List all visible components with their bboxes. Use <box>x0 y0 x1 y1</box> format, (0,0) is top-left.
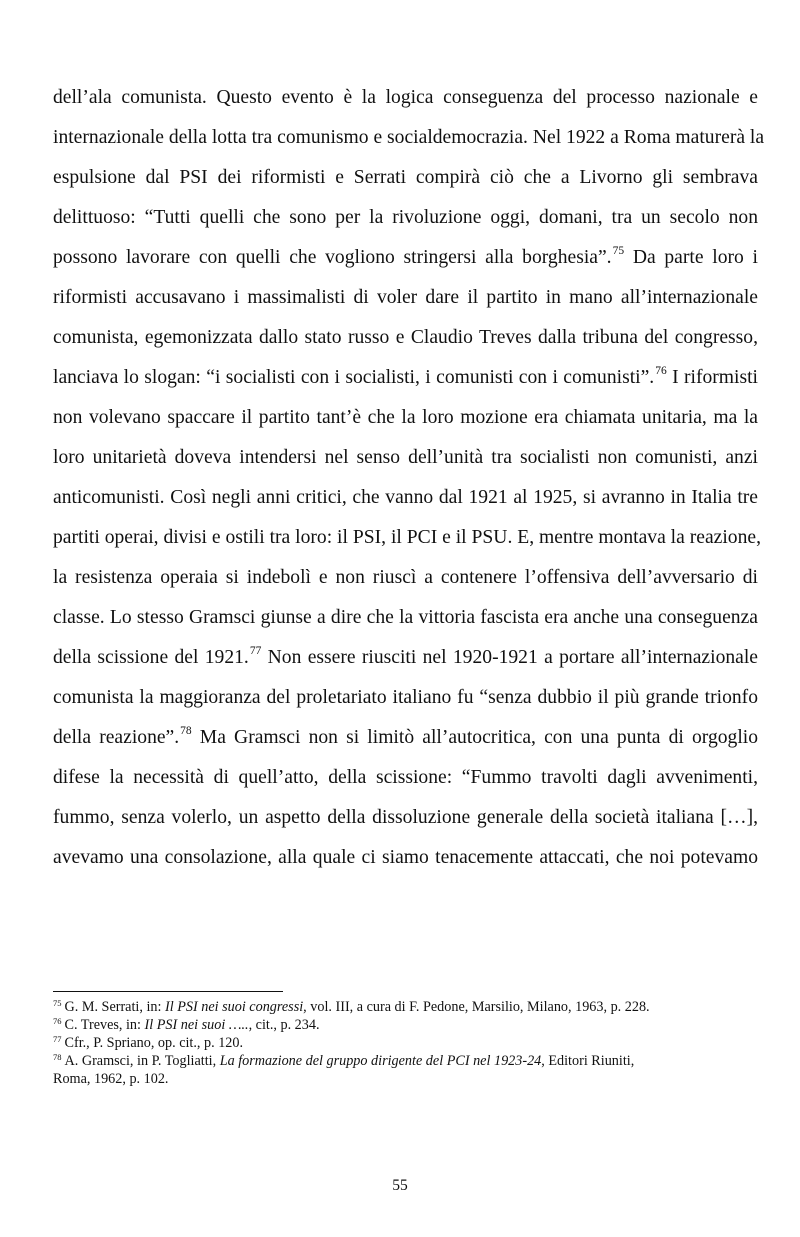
text-fragment: della scissione del 1921. <box>53 647 249 668</box>
footnote-ref[interactable]: 75 <box>612 245 625 257</box>
text-line: loro unitarietà doveva intendersi nel senso dell’unità tra socialisti non comunisti, anzi <box>53 447 758 468</box>
footnote-title: Il PSI nei suoi ….. <box>144 1017 249 1033</box>
footnote-75 <box>53 998 758 1016</box>
text-fragment: Ma Gramsci non si limitò all’autocritica, con una punta di orgoglio <box>191 727 759 748</box>
text-line: partiti operai, divisi e ostili tra loro: il PSI, il PCI e il PSU. E, mentre montava la reazione, <box>53 527 761 548</box>
footnotes <box>53 998 758 1088</box>
text-fragment: Non essere riusciti nel 1920-1921 a portare all’internazionale <box>261 647 758 668</box>
text-line <box>53 638 758 678</box>
main-text <box>53 78 765 878</box>
page-number: 55 <box>392 1177 408 1194</box>
text-line: anticomunisti. Così negli anni critici, che vanno dal 1921 al 1925, si avranno in Italia tre <box>53 487 758 508</box>
text-line <box>53 238 758 278</box>
footnote-78-continued: Roma, 1962, p. 102. <box>53 1071 169 1087</box>
text-line: dell’ala comunista. Questo evento è la logica conseguenza del processo nazionale e <box>53 87 758 108</box>
footnote-78 <box>53 1052 758 1070</box>
footnote-77 <box>53 1034 758 1052</box>
text-line: comunista la maggioranza del proletariato italiano fu “senza dubbio il più grande trionfo <box>53 687 758 708</box>
footnote-text: C. Treves, in: <box>64 1017 145 1033</box>
footnote-text: , Editori Riuniti, <box>541 1053 635 1069</box>
text-fragment: I riformisti <box>666 367 758 388</box>
text-fragment: della reazione”. <box>53 727 180 748</box>
text-line: difese la necessità di quell’atto, della scissione: “Fummo travolti dagli avvenimenti, <box>53 767 758 788</box>
text-fragment: possono lavorare con quelli che vogliono stringersi alla borghesia”. <box>53 247 612 268</box>
footnote-text: Cfr., P. Spriano, op. cit., p. 120. <box>64 1035 244 1051</box>
text-line: la resistenza operaia si indebolì e non riuscì a contenere l’offensiva dell’avversario di <box>53 567 758 588</box>
text-line: non volevano spaccare il partito tant’è che la loro mozione era chiamata unitaria, ma la <box>53 407 758 428</box>
text-line: espulsione dal PSI dei riformisti e Serrati compirà ciò che a Livorno gli sembrava <box>53 167 758 188</box>
text-line: avevamo una consolazione, alla quale ci siamo tenacemente attaccati, che noi potevamo <box>53 847 758 868</box>
footnote-ref[interactable]: 78 <box>180 725 192 737</box>
footnote-text: G. M. Serrati, in: <box>64 999 165 1015</box>
text-line: delittuoso: “Tutti quelli che sono per la rivoluzione oggi, domani, tra un secolo non <box>53 207 758 228</box>
footnote-text: , vol. III, a cura di F. Pedone, Marsilio, Milano, 1963, p. 228. <box>303 999 650 1015</box>
footnote-number: 78 <box>53 1052 62 1062</box>
text-line <box>53 358 758 398</box>
text-fragment: Da parte loro i <box>624 247 758 268</box>
text-line: fummo, senza volerlo, un aspetto della dissoluzione generale della società italiana […], <box>53 807 758 828</box>
text-line: internazionale della lotta tra comunismo e socialdemocrazia. Nel 1922 a Roma maturerà la <box>53 127 765 148</box>
footnote-title: La formazione del gruppo dirigente del PCI nel 1923-24 <box>219 1053 542 1069</box>
footnote-title: Il PSI nei suoi congressi <box>164 999 304 1015</box>
text-fragment: lanciava lo slogan: “i socialisti con i socialisti, i comunisti con i comunisti”. <box>53 367 655 388</box>
footnote-ref[interactable]: 77 <box>249 645 262 657</box>
footnote-text: , cit., p. 234. <box>248 1017 320 1033</box>
footnote-number: 76 <box>53 1016 62 1026</box>
footnote-divider <box>53 991 283 992</box>
footnote-number: 77 <box>53 1034 62 1044</box>
text-line: riformisti accusavano i massimalisti di voler dare il partito in mano all’internazionale <box>53 287 758 308</box>
footnote-text: A. Gramsci, in P. Togliatti, <box>64 1053 220 1069</box>
footnote-76 <box>53 1016 758 1034</box>
footnote-number: 75 <box>53 998 62 1008</box>
text-line: classe. Lo stesso Gramsci giunse a dire che la vittoria fascista era anche una conseguenza <box>53 607 758 628</box>
text-line <box>53 718 758 758</box>
footnote-ref[interactable]: 76 <box>655 365 667 377</box>
text-line: comunista, egemonizzata dallo stato russo e Claudio Treves dalla tribuna del congresso, <box>53 327 758 348</box>
